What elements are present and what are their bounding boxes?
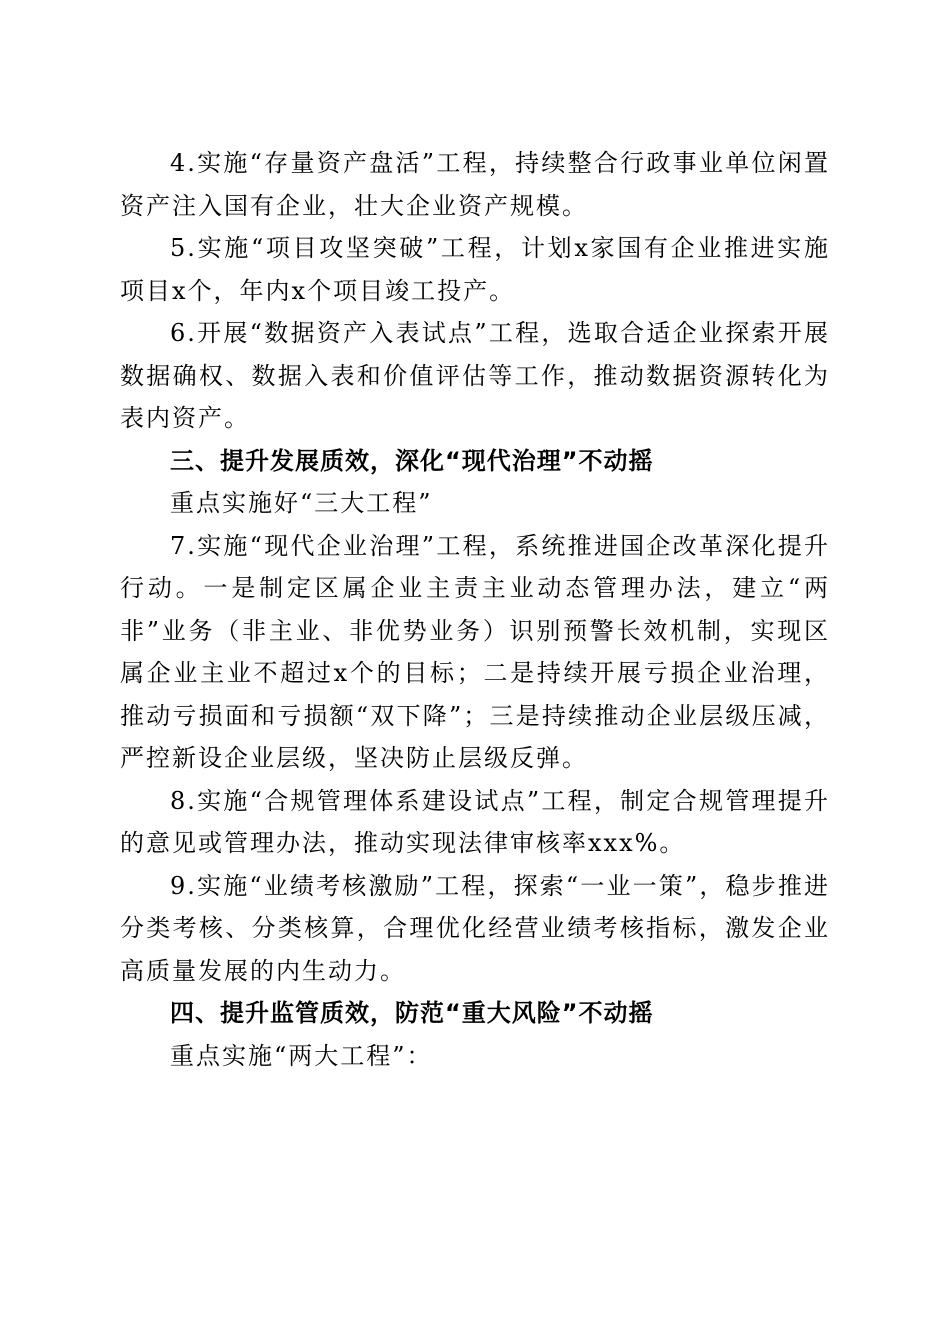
section-intro-4: 重点实施“两大工程”： [170,1041,433,1070]
paragraph-item-8: 8.实施“合规管理体系建设试点”工程，制定合规管理提升的意见或管理办法，推动实现法律审核率xxx%。 [120,786,830,857]
paragraph-item-5: 5.实施“项目攻坚突破”工程，计划x家国有企业推进实施项目x个，年内x个项目竣工投产。 [120,234,830,305]
paragraph-item-7: 7.实施“现代企业治理”工程，系统推进国企改革深化提升行动。一是制定区属企业主责主业动态管理办法，建立“两非”业务（非主业、非优势业务）识别预警长效机制，实现区属企业主业不超过x个的目标；二是持续开展亏损企业治理，推动亏损面和亏损额“双下降”；三是持续推动企业层级压减，严控新设企业层级，坚决防止层级反弹。 [120,531,830,772]
document-body [120,142,830,1077]
section-intro-3: 重点实施好“三大工程” [170,489,433,517]
paragraph-item-4: 4.实施“存量资产盘活”工程，持续整合行政事业单位闲置资产注入国有企业，壮大企业资产规模。 [120,149,830,220]
section-heading-4: 四、提升监管质效，防范“重大风险”不动摇 [170,999,654,1027]
paragraph-item-9: 9.实施“业绩考核激励”工程，探索“一业一策”，稳步推进分类考核、分类核算，合理优化经营业绩考核指标，激发企业高质量发展的内生动力。 [120,871,830,985]
section-heading-3: 三、提升发展质效，深化“现代治理”不动摇 [170,446,654,475]
paragraph-item-6: 6.开展“数据资产入表试点”工程，选取合适企业探索开展数据确权、数据入表和价值评估等工作，推动数据资源转化为表内资产。 [120,319,830,432]
